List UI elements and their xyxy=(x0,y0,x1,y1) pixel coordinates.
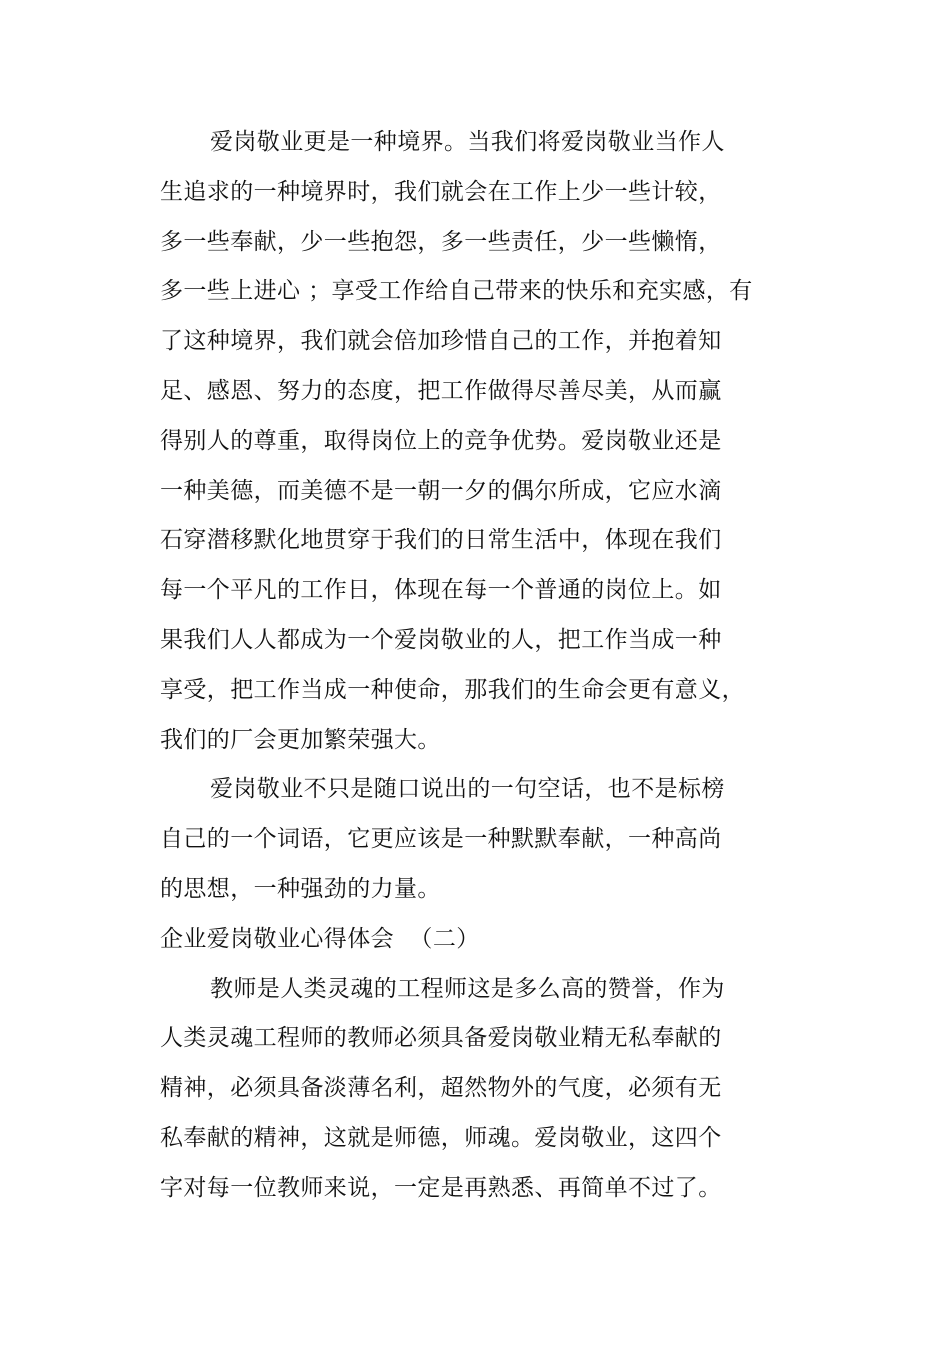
text-line: 一种美德，而美德不是一朝一夕的偶尔所成，它应水滴 xyxy=(160,477,722,504)
text-line: 的思想，一种强劲的力量。 xyxy=(160,875,441,902)
text-line: 自己的一个词语，它更应该是一种默默奉献，一种高尚 xyxy=(160,826,722,853)
text-line: 教师是人类灵魂的工程师这是多么高的赞誉，作为 xyxy=(210,975,725,1002)
text-line: 多一些上进心 ；享受工作给自己带来的快乐和充实感，有 xyxy=(160,278,753,305)
text-line: 得别人的尊重，取得岗位上的竞争优势。爱岗敬业还是 xyxy=(160,427,722,454)
text-line: 享受，把工作当成一种使命，那我们的生命会更有意义， xyxy=(160,676,745,703)
text-line: 字对每一位教师来说，一定是再熟悉、再简单不过了。 xyxy=(160,1174,722,1201)
text-line: 石穿潜移默化地贯穿于我们的日常生活中，体现在我们 xyxy=(160,527,722,554)
text-line: 果我们人人都成为一个爱岗敬业的人，把工作当成一种 xyxy=(160,626,722,653)
text-line: 人类灵魂工程师的教师必须具备爱岗敬业精无私奉献的 xyxy=(160,1025,722,1052)
text-line: 足、感恩、努力的态度，把工作做得尽善尽美，从而赢 xyxy=(160,377,722,404)
text-line: 生追求的一种境界时，我们就会在工作上少一些计较， xyxy=(160,178,722,205)
text-line: 多一些奉献，少一些抱怨，多一些责任，少一些懒惰， xyxy=(160,228,722,255)
document-body xyxy=(160,118,760,1214)
text-line: 爱岗敬业更是一种境界。当我们将爱岗敬业当作人 xyxy=(210,129,725,155)
text-line: 私奉献的精神，这就是师德，师魂。爱岗敬业，这四个 xyxy=(160,1124,722,1151)
text-line: 爱岗敬业不只是随口说出的一句空话，也不是标榜 xyxy=(210,776,725,803)
text-line: 我们的厂会更加繁荣强大。 xyxy=(160,726,441,753)
text-line: 精神，必须具备淡薄名利，超然物外的气度，必须有无 xyxy=(160,1075,722,1102)
text-line: 了这种境界，我们就会倍加珍惜自己的工作，并抱着知 xyxy=(160,328,722,355)
section-heading: 企业爱岗敬业心得体会 （二） xyxy=(160,925,480,952)
text-line: 每一个平凡的工作日，体现在每一个普通的岗位上。如 xyxy=(160,577,722,604)
